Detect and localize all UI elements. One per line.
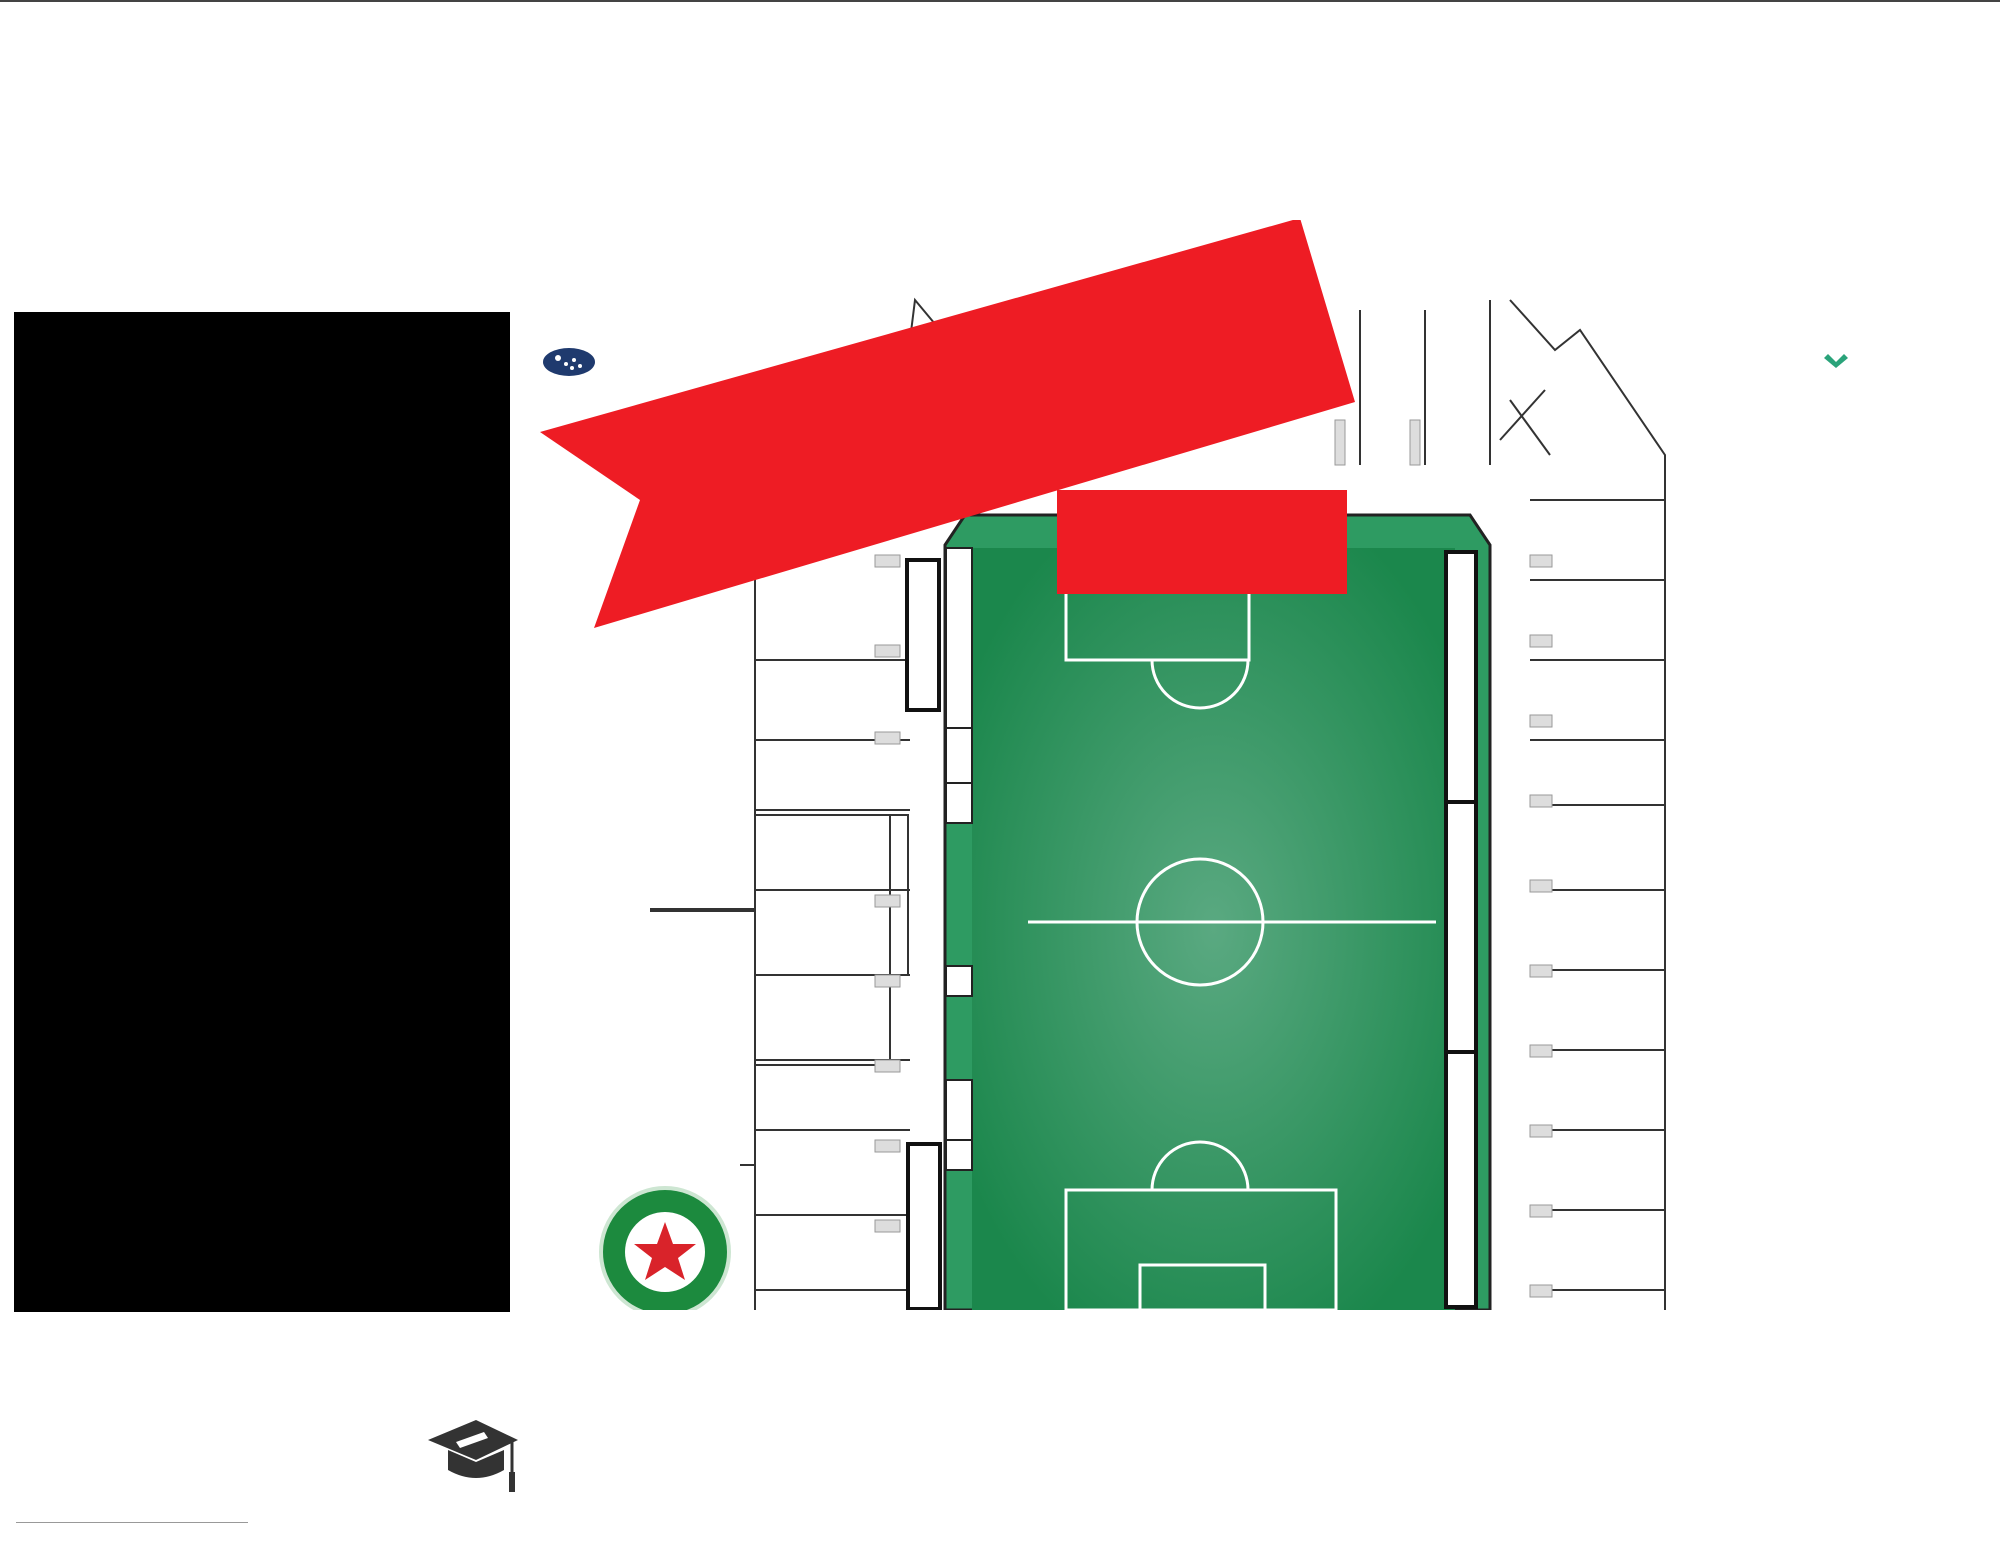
crozer-gate — [1824, 354, 1848, 368]
foundation-logo — [16, 1376, 516, 1536]
logo-rule — [16, 1522, 248, 1523]
top-border — [0, 0, 2000, 2]
amenities-panel — [14, 312, 510, 1312]
soccer-field — [907, 515, 1490, 1310]
subaru-gate — [543, 348, 595, 376]
graduation-cap-icon — [424, 1404, 520, 1504]
stadium-map — [520, 220, 2000, 1310]
heineken-deck-logo — [601, 1188, 729, 1310]
graduation-stage — [1057, 490, 1347, 594]
